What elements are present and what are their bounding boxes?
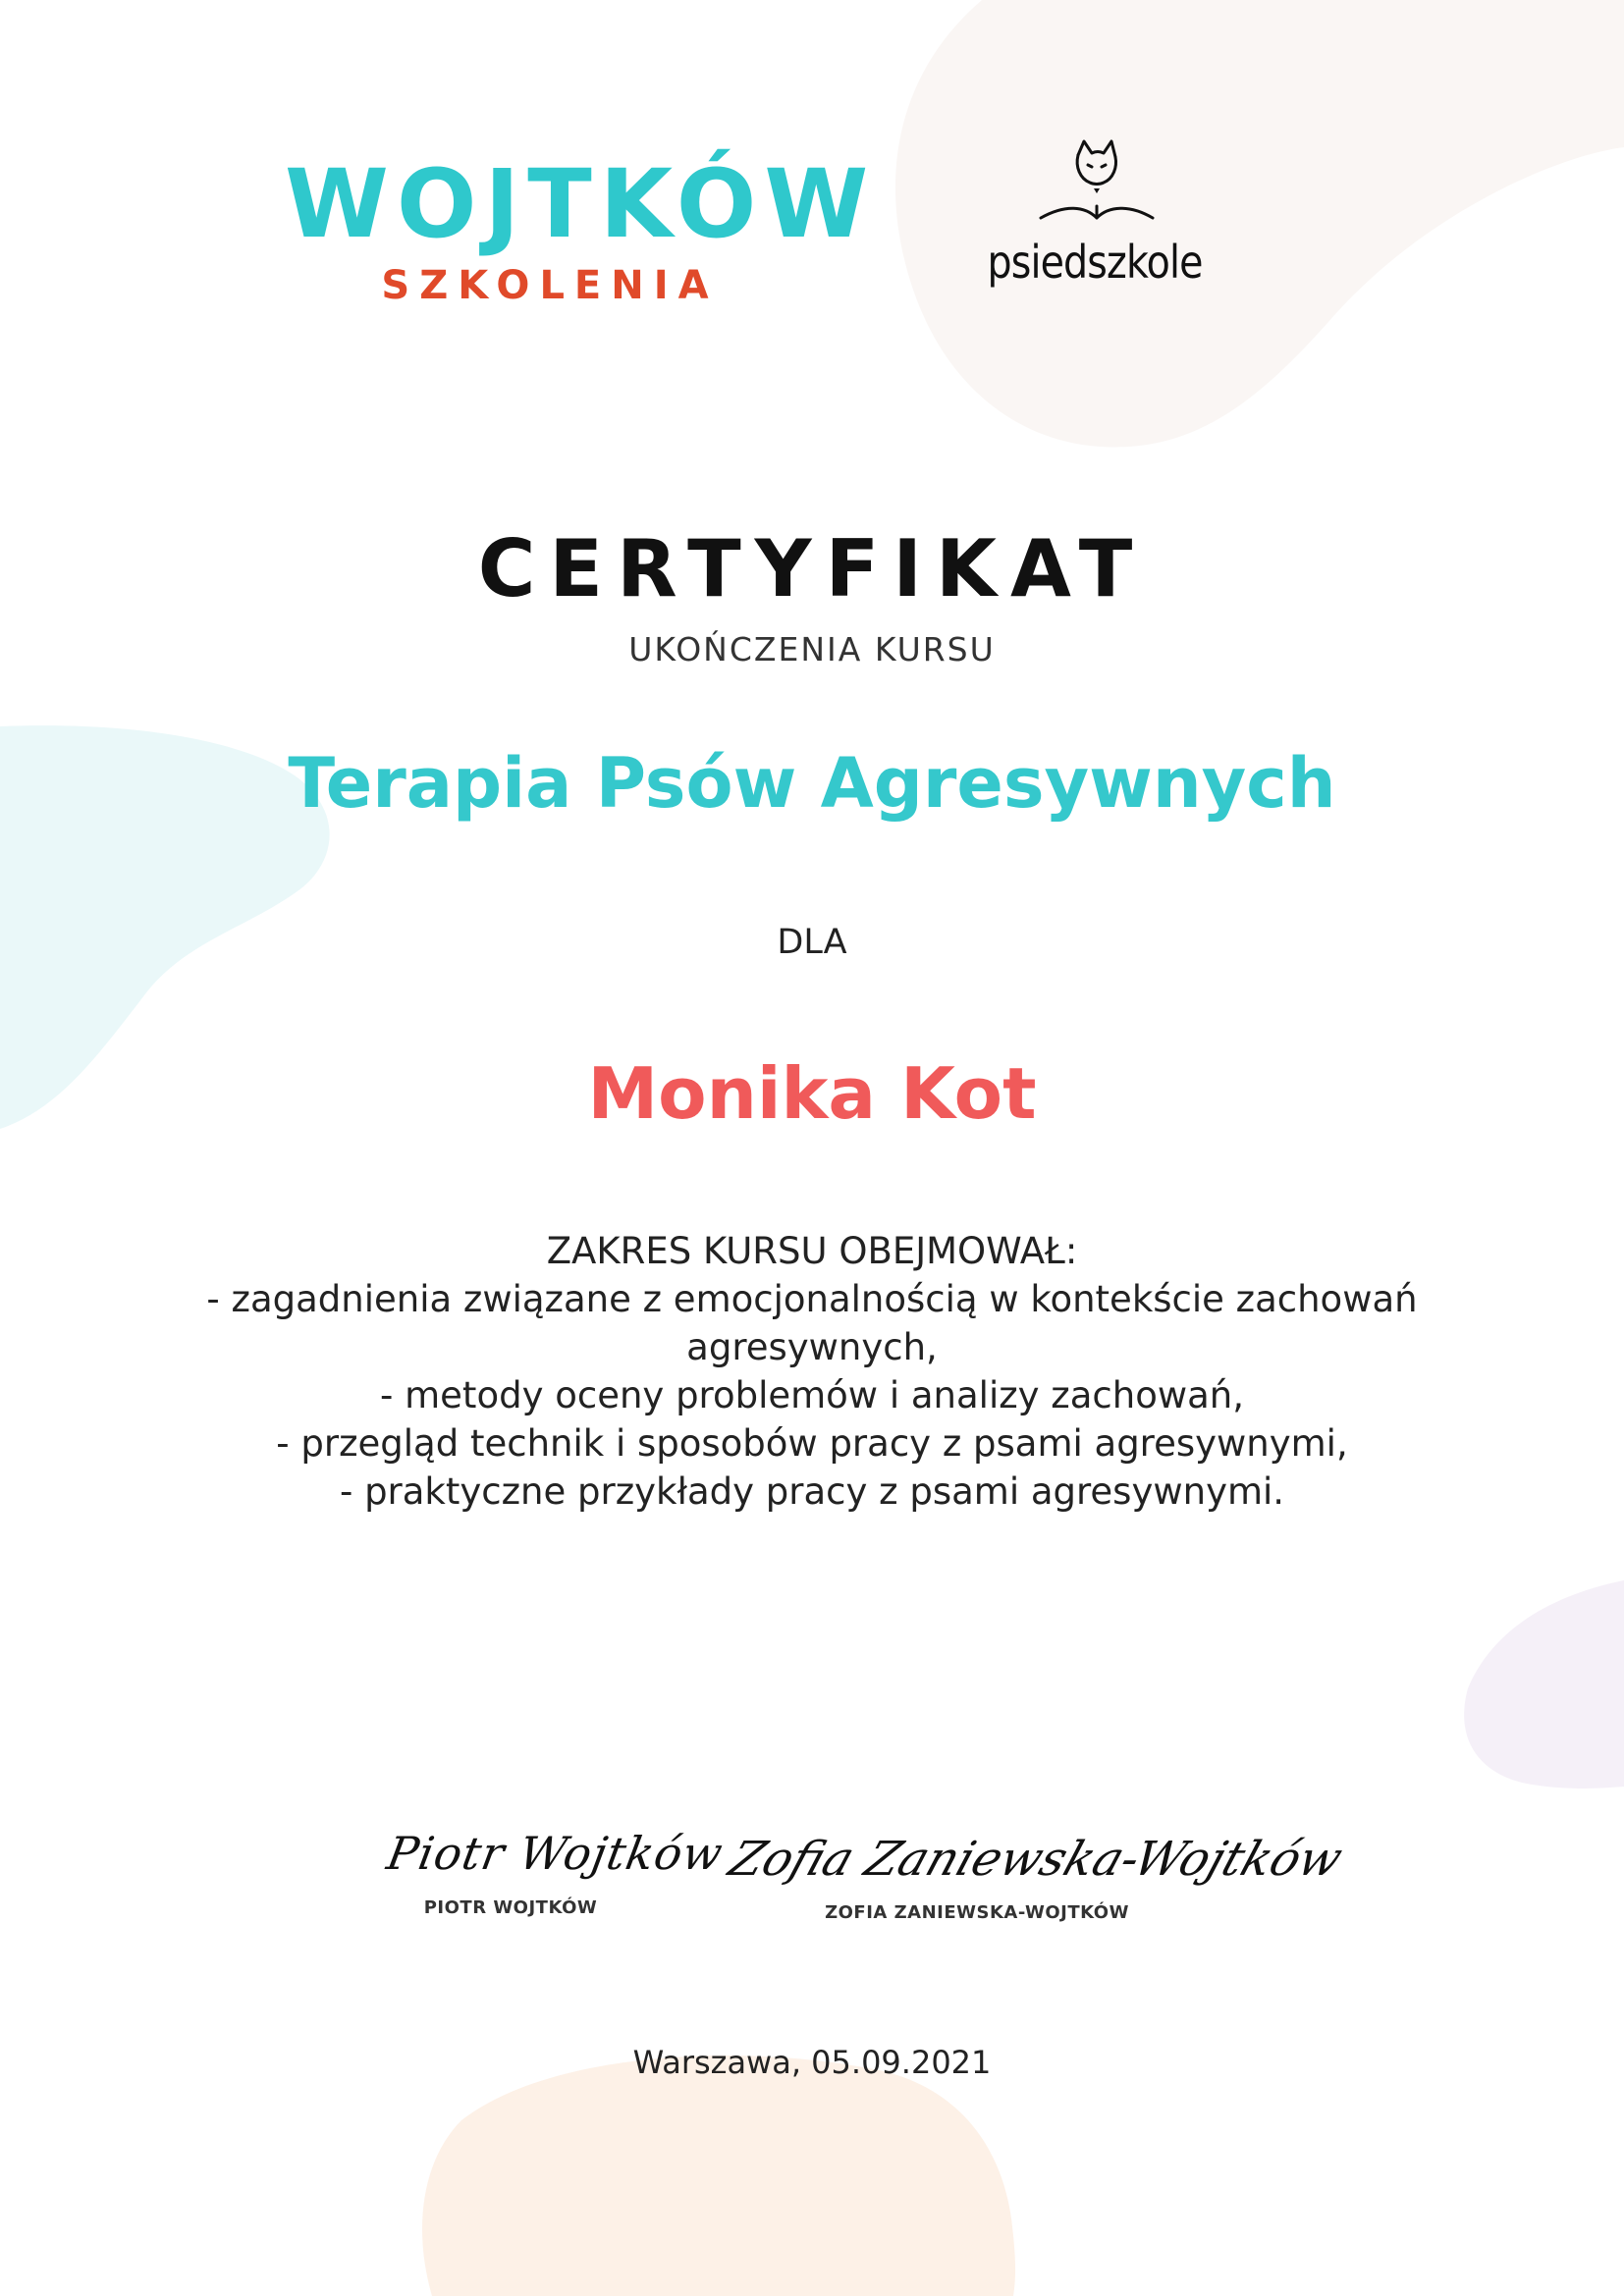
- logo-wojtkow-text: WOJTKÓW: [285, 149, 877, 259]
- lilac-blob-right: [1464, 1580, 1624, 1789]
- certificate-title: CERTYFIKAT: [477, 523, 1147, 614]
- course-scope: [147, 1227, 1477, 1516]
- scope-item: - przegląd technik i sposobów pracy z psami agresywnymi,: [276, 1422, 1348, 1465]
- handwritten-signature: Piotr Wojtków: [383, 1827, 728, 1880]
- signature-block-piotr: [383, 1827, 728, 1918]
- signatory-name: PIOTR WOJTKÓW: [423, 1897, 598, 1918]
- signatory-name: ZOFIA ZANIEWSKA-WOJTKÓW: [825, 1902, 1129, 1923]
- scope-item: agresywnych,: [686, 1326, 938, 1368]
- scope-item: - zagadnienia związane z emocjonalnością w kontekście zachowań: [206, 1278, 1418, 1320]
- certificate-subtitle: UKOŃCZENIA KURSU: [628, 630, 996, 668]
- handwritten-signature: Zofia Zaniewska-Wojtków: [722, 1832, 1350, 1887]
- course-name: Terapia Psów Agresywnych: [288, 743, 1336, 824]
- recipient-name: Monika Kot: [587, 1052, 1037, 1135]
- scope-item: - praktyczne przykłady pracy z psami agresywnymi.: [339, 1470, 1285, 1513]
- wojtkow-szkolenia-logo: [285, 149, 877, 308]
- peach-blob-bottom: [422, 2056, 1015, 2296]
- scope-heading: ZAKRES KURSU OBEJMOWAŁ:: [546, 1230, 1078, 1272]
- place-and-date: Warszawa, 05.09.2021: [632, 2044, 992, 2081]
- signature-block-zofia: [722, 1832, 1350, 1923]
- psiedszkole-logo: [962, 137, 1227, 289]
- logo-szkolenia-text: SZKOLENIA: [381, 263, 719, 308]
- for-label: DLA: [777, 923, 847, 962]
- logo-psiedszkole-text: psiedszkole: [987, 236, 1203, 289]
- scope-item: - metody oceny problemów i analizy zachowań,: [380, 1374, 1244, 1416]
- dog-reading-book-icon: [1021, 137, 1168, 236]
